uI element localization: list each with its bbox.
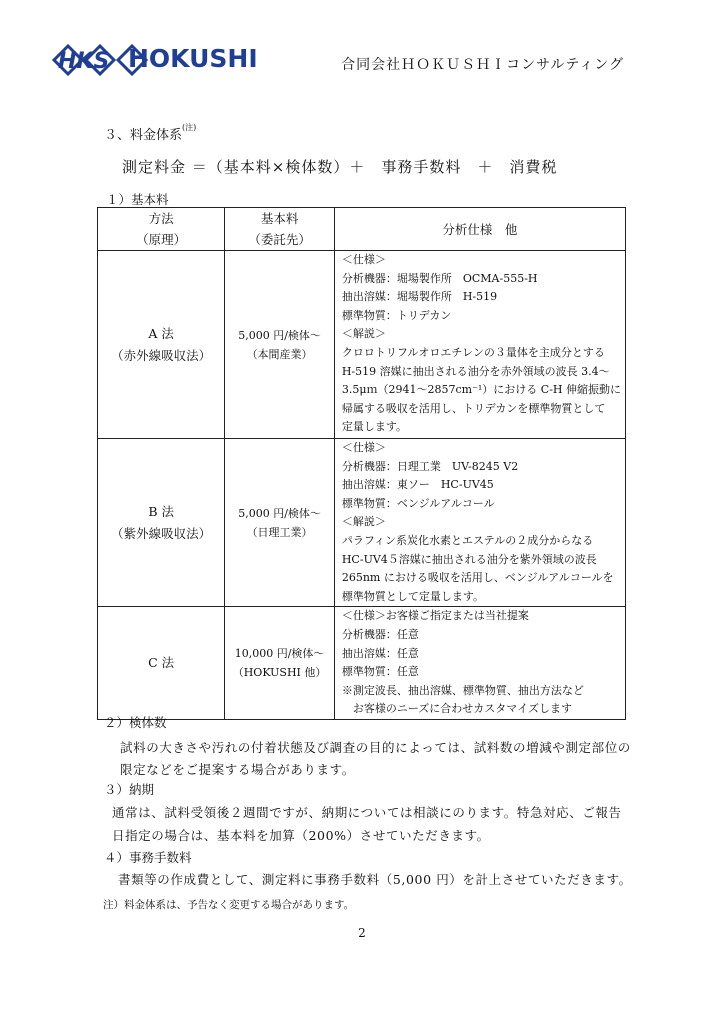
fee-cell: 5,000 円/検体～ （本間産業）: [225, 251, 335, 439]
table-row: [98, 439, 626, 607]
method-cell: B 法 （紫外線吸収法）: [98, 439, 225, 607]
table-row: [98, 607, 626, 720]
delivery-line: 通常は、試料受領後２週間ですが、納期については相談にのります。特急対応、ご報告: [112, 805, 622, 820]
samples-line: 試料の大きさや汚れの付着状態及び調査の目的によっては、試料数の増減や測定部位の: [120, 740, 631, 755]
header-spec: 分析仕様 他: [334, 208, 625, 251]
admin-fee-heading: ４）事務手数料: [104, 850, 192, 865]
page-header: [0, 0, 724, 110]
table-row: [98, 251, 626, 439]
samples-heading: ２）検体数: [104, 715, 167, 730]
method-cell: C 法: [98, 607, 225, 720]
table-header-row: [98, 208, 626, 251]
title-note: (注): [182, 123, 197, 132]
basic-fee-heading: １）基本料: [106, 192, 169, 207]
admin-fee-line: 書類等の作成費として、測定料に事務手数料（5,000 円）を計上させていただきます。: [118, 872, 632, 887]
spec-cell: ＜仕様＞ 分析機器：日理工業 UV-8245 V2 抽出溶媒：東ソー HC-UV45 標準物質：ベンジルアルコール ＜解説＞ パラフィン系炭化水素とエステルの２成分からなる HC-UV4５溶媒に抽出される油分を紫外領域の波長 265nm における吸収を活用し、ベンジルアルコールを 標準物質として定量します。: [334, 439, 625, 607]
fee-formula: 測定料金 ＝（基本料×検体数）＋ 事務手数料 ＋ 消費税: [122, 158, 558, 176]
delivery-line: 日指定の場合は、基本料を加算（200%）させていただきます。: [112, 828, 490, 843]
svg-text:HKS: HKS: [58, 49, 110, 74]
logo-wordmark: HOKUSHI: [128, 44, 258, 73]
fee-cell: 10,000 円/検体～ （HOKUSHI 他）: [225, 607, 335, 720]
header-method: 方法 （原理）: [98, 208, 225, 251]
company-name: 合同会社ＨＯＫＵＳＨＩコンサルティング: [341, 57, 624, 73]
footnote: 注）料金体系は、予告なく変更する場合があります。: [103, 899, 355, 911]
samples-line: 限定などをご提案する場合があります。: [120, 762, 355, 777]
spec-cell: ＜仕様＞ 分析機器：堀場製作所 OCMA-555-H 抽出溶媒：堀場製作所 H-519 標準物質：トリデカン ＜解説＞ クロロトリフルオロエチレンの３量体を主成分とする H-519 溶媒に抽出される油分を赤外領域の波長 3.4～ 3.5μｍ（2941～2857cm⁻¹）における C-H 伸縮振動に 帰属する吸収を活用し、トリデカンを標準物質として 定量します。: [334, 251, 625, 439]
section-title: ３、料金体系$^{(注)}$: [104, 123, 197, 143]
method-cell: A 法 （赤外線吸収法）: [98, 251, 225, 439]
page-number: 2: [358, 926, 366, 940]
fee-cell: 5,000 円/検体～ （日理工業）: [225, 439, 335, 607]
header-fee: 基本料 （委託先）: [225, 208, 335, 251]
delivery-heading: ３）納期: [104, 782, 155, 797]
fee-table: [97, 207, 626, 720]
spec-cell: ＜仕様＞お客様ご指定または当社提案 分析機器：任意 抽出溶媒：任意 標準物質：任意 ※測定波長、抽出溶媒、標準物質、抽出方法など お客様のニーズに合わせカスタマイズします: [334, 607, 625, 720]
